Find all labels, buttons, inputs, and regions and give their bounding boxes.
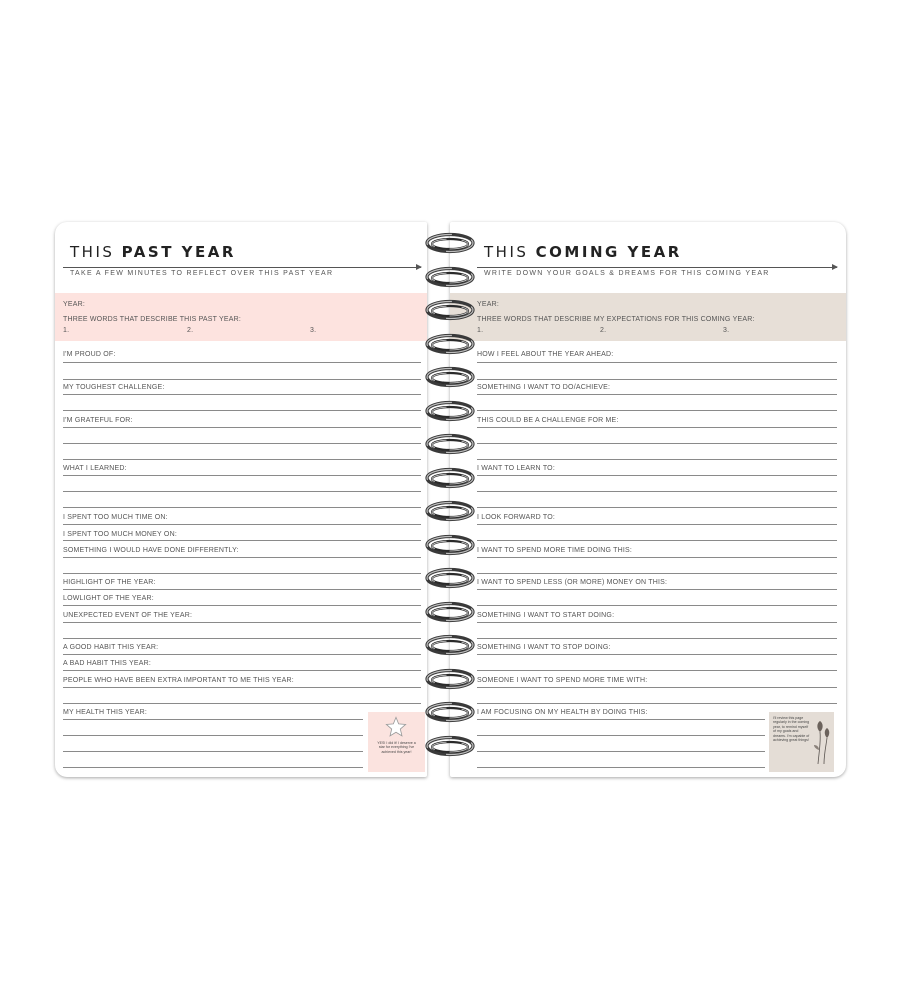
prompt-label: WHAT I LEARNED: xyxy=(63,465,127,472)
writing-line[interactable] xyxy=(477,605,837,606)
spiral-ring-icon xyxy=(423,299,477,321)
writing-line[interactable] xyxy=(63,735,363,736)
prompt-label: SOMETHING I WANT TO DO/ACHIEVE: xyxy=(477,384,611,391)
flower-badge-text: I'll review this page regularly in the coming year, to remind myself of my goals and dreams. I'm capable of achieving great things! xyxy=(773,716,810,743)
writing-line[interactable] xyxy=(63,427,421,428)
writing-line[interactable] xyxy=(63,459,421,460)
writing-line[interactable] xyxy=(477,394,837,395)
star-icon xyxy=(385,716,407,738)
spiral-ring-icon xyxy=(423,668,477,690)
word-number-1: 1. xyxy=(63,327,70,334)
writing-line[interactable] xyxy=(477,735,765,736)
spiral-ring-icon xyxy=(423,701,477,723)
spiral-ring-icon xyxy=(423,567,477,589)
spiral-ring-icon xyxy=(423,467,477,489)
writing-line[interactable] xyxy=(63,362,421,363)
spiral-ring-icon xyxy=(423,400,477,422)
writing-line[interactable] xyxy=(63,507,421,508)
writing-line[interactable] xyxy=(63,638,421,639)
word-number-1: 1. xyxy=(477,327,484,334)
writing-line[interactable] xyxy=(63,394,421,395)
prompt-label: HOW I FEEL ABOUT THE YEAR AHEAD: xyxy=(477,351,614,358)
prompt-label: SOMETHING I WANT TO START DOING: xyxy=(477,612,615,619)
three-words-label: THREE WORDS THAT DESCRIBE MY EXPECTATIONS FOR THIS COMING YEAR: xyxy=(477,316,755,323)
flower-icon xyxy=(812,720,832,766)
title-light: THIS xyxy=(484,243,529,261)
prompt-label: MY TOUGHEST CHALLENGE: xyxy=(63,384,165,391)
word-number-3: 3. xyxy=(723,327,730,334)
writing-line[interactable] xyxy=(477,719,765,720)
prompt-label: A BAD HABIT THIS YEAR: xyxy=(63,660,152,667)
writing-line[interactable] xyxy=(63,491,421,492)
prompt-label: I SPENT TOO MUCH TIME ON: xyxy=(63,514,168,521)
star-badge-text: YES! I did it! I deserve a star for everything I've achieved this year! xyxy=(377,741,416,754)
prompt-label: I SPENT TOO MUCH MONEY ON: xyxy=(63,531,177,538)
writing-line[interactable] xyxy=(477,443,837,444)
writing-line[interactable] xyxy=(477,540,837,541)
writing-line[interactable] xyxy=(63,654,421,655)
writing-line[interactable] xyxy=(63,540,421,541)
page-coming-year xyxy=(450,222,846,777)
writing-line[interactable] xyxy=(63,589,421,590)
star-badge xyxy=(368,712,425,772)
writing-line[interactable] xyxy=(477,687,837,688)
title-bold: COMING YEAR xyxy=(535,243,682,261)
prompt-label: THIS COULD BE A CHALLENGE FOR ME: xyxy=(477,417,619,424)
prompt-label: I'M GRATEFUL FOR: xyxy=(63,417,133,424)
writing-line[interactable] xyxy=(477,459,837,460)
spiral-ring-icon xyxy=(423,735,477,757)
spiral-ring-icon xyxy=(423,634,477,656)
writing-line[interactable] xyxy=(477,638,837,639)
spiral-ring-icon xyxy=(423,232,477,254)
writing-line[interactable] xyxy=(63,573,421,574)
spiral-ring-icon xyxy=(423,500,477,522)
writing-line[interactable] xyxy=(477,379,837,380)
writing-line[interactable] xyxy=(477,589,837,590)
writing-line[interactable] xyxy=(63,670,421,671)
prompt-label: SOMETHING I WOULD HAVE DONE DIFFERENTLY: xyxy=(63,547,239,554)
word-number-2: 2. xyxy=(187,327,194,334)
spiral-ring-icon xyxy=(423,333,477,355)
prompt-label: I'M PROUD OF: xyxy=(63,351,116,358)
writing-line[interactable] xyxy=(477,622,837,623)
writing-line[interactable] xyxy=(477,475,837,476)
page-subtitle: TAKE A FEW MINUTES TO REFLECT OVER THIS PAST YEAR xyxy=(70,270,334,277)
title-bold: PAST YEAR xyxy=(121,243,236,261)
writing-line[interactable] xyxy=(63,622,421,623)
prompt-label: I AM FOCUSING ON MY HEALTH BY DOING THIS: xyxy=(477,709,648,716)
page-title-coming-year xyxy=(484,243,682,261)
page-title-past-year xyxy=(70,243,236,261)
spiral-ring-icon xyxy=(423,433,477,455)
writing-line[interactable] xyxy=(63,687,421,688)
writing-line[interactable] xyxy=(477,362,837,363)
arrow-divider xyxy=(63,267,421,268)
prompt-label: HIGHLIGHT OF THE YEAR: xyxy=(63,579,156,586)
title-light: THIS xyxy=(70,243,115,261)
writing-line[interactable] xyxy=(63,767,363,768)
writing-line[interactable] xyxy=(63,475,421,476)
word-number-3: 3. xyxy=(310,327,317,334)
prompt-label: LOWLIGHT OF THE YEAR: xyxy=(63,595,154,602)
writing-line[interactable] xyxy=(63,703,421,704)
writing-line[interactable] xyxy=(477,670,837,671)
spiral-ring-icon xyxy=(423,266,477,288)
prompt-label: A GOOD HABIT THIS YEAR: xyxy=(63,644,159,651)
prompt-label: SOMETHING I WANT TO STOP DOING: xyxy=(477,644,611,651)
notebook-spread xyxy=(55,222,846,777)
page-past-year xyxy=(55,222,427,777)
writing-line[interactable] xyxy=(477,427,837,428)
writing-line[interactable] xyxy=(63,751,363,752)
three-words-label: THREE WORDS THAT DESCRIBE THIS PAST YEAR: xyxy=(63,316,242,323)
spiral-ring-icon xyxy=(423,601,477,623)
writing-line[interactable] xyxy=(63,443,421,444)
writing-line[interactable] xyxy=(477,654,837,655)
writing-line[interactable] xyxy=(63,379,421,380)
writing-line[interactable] xyxy=(63,524,421,525)
word-number-2: 2. xyxy=(600,327,607,334)
prompt-label: UNEXPECTED EVENT OF THE YEAR: xyxy=(63,612,193,619)
year-label: YEAR: xyxy=(477,301,500,308)
year-label: YEAR: xyxy=(63,301,86,308)
writing-line[interactable] xyxy=(477,507,837,508)
prompt-label: MY HEALTH THIS YEAR: xyxy=(63,709,148,716)
writing-line[interactable] xyxy=(477,751,765,752)
prompt-label: I LOOK FORWARD TO: xyxy=(477,514,556,521)
writing-line[interactable] xyxy=(477,410,837,411)
flower-badge xyxy=(769,712,834,772)
prompt-label: PEOPLE WHO HAVE BEEN EXTRA IMPORTANT TO ME THIS YEAR: xyxy=(63,677,294,684)
writing-line[interactable] xyxy=(477,703,837,704)
spiral-ring-icon xyxy=(423,534,477,556)
writing-line[interactable] xyxy=(477,557,837,558)
writing-line[interactable] xyxy=(477,491,837,492)
writing-line[interactable] xyxy=(477,767,765,768)
page-subtitle: WRITE DOWN YOUR GOALS & DREAMS FOR THIS COMING YEAR xyxy=(484,270,770,277)
prompt-label: I WANT TO SPEND MORE TIME DOING THIS: xyxy=(477,547,633,554)
prompt-label: I WANT TO SPEND LESS (OR MORE) MONEY ON THIS: xyxy=(477,579,668,586)
writing-line[interactable] xyxy=(63,605,421,606)
writing-line[interactable] xyxy=(477,524,837,525)
spiral-ring-icon xyxy=(423,366,477,388)
writing-line[interactable] xyxy=(63,410,421,411)
writing-line[interactable] xyxy=(63,557,421,558)
writing-line[interactable] xyxy=(63,719,363,720)
arrow-divider xyxy=(477,267,837,268)
prompt-label: I WANT TO LEARN TO: xyxy=(477,465,555,472)
writing-line[interactable] xyxy=(477,573,837,574)
prompt-label: SOMEONE I WANT TO SPEND MORE TIME WITH: xyxy=(477,677,648,684)
